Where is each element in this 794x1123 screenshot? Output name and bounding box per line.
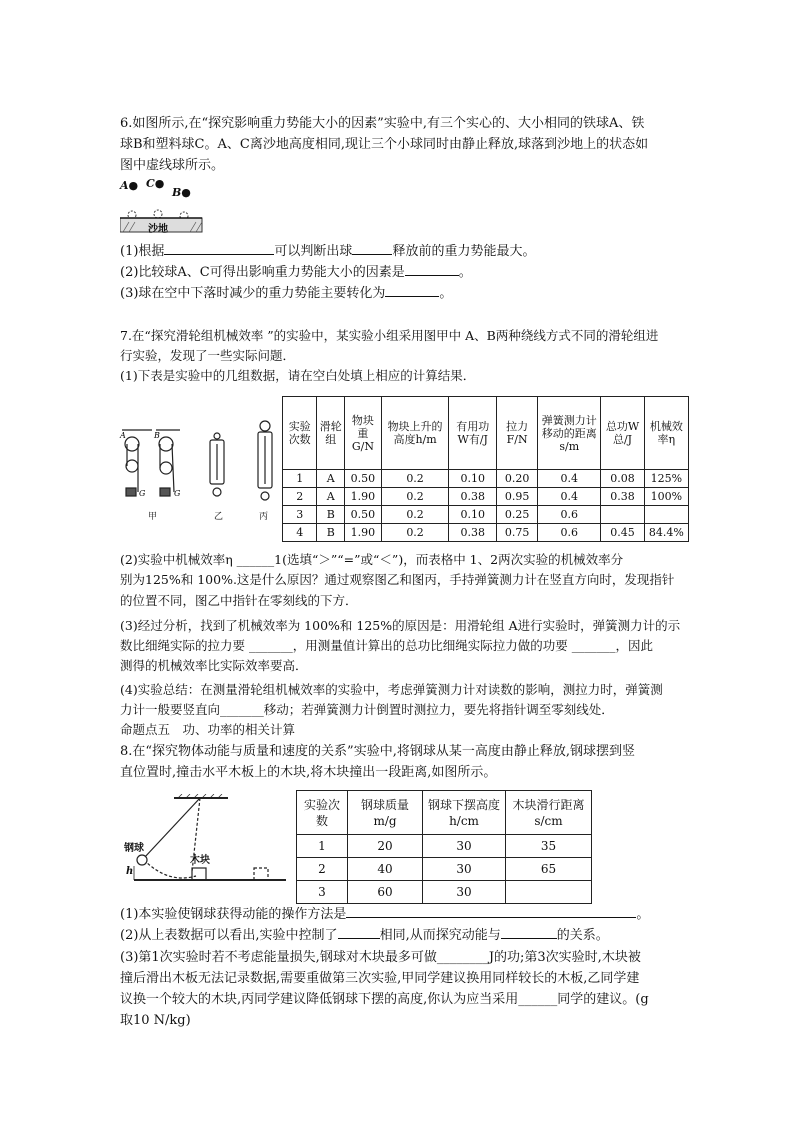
cell: 0.2 [381, 524, 449, 542]
cell: 0.2 [381, 470, 449, 488]
q7-p3-line-3: 测得的机械效率比实际效率要高． [120, 658, 308, 673]
q7-th-useful-work: 有用功W有/J [449, 397, 497, 470]
table-row [297, 881, 592, 904]
q7-th-total-work: 总功W总/J [601, 397, 644, 470]
cell: A [317, 488, 345, 506]
svg-text:G: G [174, 489, 181, 498]
q6-line-3: 图中虚线球所示。 [120, 158, 225, 173]
svg-text:G: G [139, 489, 146, 498]
cell: A [317, 470, 345, 488]
fig-label-yi: 乙 [214, 512, 224, 522]
cell: 84.4% [644, 524, 688, 542]
cell: 0.4 [538, 488, 601, 506]
cell: 65 [506, 858, 592, 881]
q7-line-1: 7.在“探究滑轮组机械效率 ”的实验中，某实验小组采用图甲中 A、B两种绕线方式不同的滑轮组进 [120, 328, 659, 343]
cell: 0.2 [381, 488, 449, 506]
table-row [283, 524, 689, 542]
fig-h-label: h [126, 866, 134, 877]
cell: 2 [283, 488, 317, 506]
q6-sub3-blank[interactable] [385, 284, 439, 297]
q7-p2-line-1: (2)实验中机械效率η ______1(选填“＞”“=”或“＜”)，而表格中 1、2两次实验的机械效率分 [120, 552, 624, 567]
q6-sub1-text-c: 释放前的重力势能最大。 [392, 244, 536, 259]
q8-s3-line-3: 议换一个较大的木块,丙同学建议降低钢球下摆的高度,你认为应当采用______同学的建议。(g [120, 992, 649, 1007]
q8-s3-line-1: (3)第1次实验时若不考虑能量损失,钢球对木块最多可做________J的功;第3次实验时,木块被 [120, 950, 641, 965]
cell: 0.75 [497, 524, 538, 542]
q8-th-trial: 实验次数 [297, 791, 348, 835]
cell: 40 [348, 858, 423, 881]
cell: 4 [283, 524, 317, 542]
q6-sub1 [120, 242, 535, 262]
q7-data-table [282, 396, 689, 542]
q6-sub2-blank[interactable] [405, 263, 459, 276]
q8-line-1: 8.在“探究物体动能与质量和速度的关系”实验中,将钢球从某一高度由静止释放,钢球摆到竖 [120, 744, 635, 759]
cell: B [317, 506, 345, 524]
blank-cell[interactable] [506, 881, 592, 904]
q8-sub1 [120, 905, 649, 925]
q7-th-pulley: 滑轮组 [317, 397, 345, 470]
ball-b-label: B● [172, 186, 191, 199]
cell: 0.38 [449, 524, 497, 542]
q8-sub1-text-a: (1)本实验使钢球获得动能的操作方法是 [120, 907, 347, 922]
cell: 0.45 [601, 524, 644, 542]
cell: 0.50 [345, 470, 382, 488]
cell: 1 [283, 470, 317, 488]
ball-a-label: A● [120, 179, 139, 192]
table-row [297, 858, 592, 881]
fig-ball-label: 钢球 [124, 843, 144, 854]
q6-sub3 [120, 284, 452, 304]
q6-sub2 [120, 263, 472, 283]
q6-line-2: 球B和塑料球C。A、C离沙地高度相同,现让三个小球同时由静止释放,球落到沙地上的状态如 [120, 137, 649, 152]
q8-th-height: 钢球下摆高度h/cm [423, 791, 506, 835]
q6-line-1: 6.如图所示,在“探究影响重力势能大小的因素”实验中,有三个实心的、大小相同的铁球A、铁 [120, 116, 645, 131]
cell: 0.95 [497, 488, 538, 506]
q7-th-force: 拉力F/N [497, 397, 538, 470]
cell: 3 [283, 506, 317, 524]
q8-sub1-text-b: 。 [636, 907, 650, 922]
q6-figure [120, 176, 210, 238]
q6-sub1-text-a: (1)根据 [120, 244, 165, 259]
q6-sub1-blank-2[interactable] [352, 242, 392, 255]
table-row [283, 488, 689, 506]
cell: 0.4 [538, 470, 601, 488]
q7-line-3: (1)下表是实验中的几组数据，请在空白处填上相应的计算结果． [120, 368, 476, 383]
q7-th-efficiency: 机械效率η [644, 397, 688, 470]
q8-line-2: 直位置时,撞击水平木板上的木块,将木块撞出一段距离,如图所示。 [120, 765, 497, 780]
cell: 30 [423, 858, 506, 881]
section-heading: 命题点五 功、功率的相关计算 [120, 722, 296, 737]
cell: 0.6 [538, 524, 601, 542]
q6-sub1-blank-1[interactable] [164, 242, 274, 255]
q7-line-2: 行实验，发现了一些实际问题． [120, 348, 296, 363]
q7-th-trial: 实验次数 [283, 397, 317, 470]
table-row [297, 835, 592, 858]
cell: 2 [297, 858, 348, 881]
cell: 100% [644, 488, 688, 506]
cell: 30 [423, 881, 506, 904]
q8-sub2-blank-1[interactable] [338, 926, 380, 939]
cell: 0.10 [449, 470, 497, 488]
sand-label: 沙地 [148, 224, 168, 235]
cell: 0.10 [449, 506, 497, 524]
q8-th-mass: 钢球质量m/g [348, 791, 423, 835]
q7-p4-line-2: 力计一般要竖直向_______移动；若弹簧测力计倒置时测拉力，要先将指针调至零刻线处． [120, 702, 614, 717]
cell: 0.38 [601, 488, 644, 506]
q6-sub1-text-b: 可以判断出球 [274, 244, 353, 259]
cell: 1.90 [345, 488, 382, 506]
q7-th-distance: 弹簧测力计移动的距离s/m [538, 397, 601, 470]
q8-sub2 [120, 926, 609, 946]
q7-pulley-figure [118, 392, 280, 520]
cell: 0.38 [449, 488, 497, 506]
cell: 20 [348, 835, 423, 858]
cell: 30 [423, 835, 506, 858]
blank-cell[interactable] [644, 506, 688, 524]
q6-sub2-text-a: (2)比较球A、C可得出影响重力势能大小的因素是 [120, 265, 405, 280]
cell: B [317, 524, 345, 542]
q7-p3-line-2: 数比细绳实际的拉力要 _______，用测量值计算出的总功比细绳实际拉力做的功要 _______，因此 [120, 638, 653, 653]
q8-pendulum-figure [120, 794, 288, 886]
cell: 0.50 [345, 506, 382, 524]
q7-p3-line-1: (3)经过分析，找到了机械效率为 100%和 125%的原因是：用滑轮组 A进行实验时，弹簧测力计的示 [120, 618, 681, 633]
q8-sub2-text-c: 的关系。 [556, 928, 609, 943]
q6-sub2-text-b: 。 [458, 265, 472, 280]
cell: 0.2 [381, 506, 449, 524]
blank-cell[interactable] [601, 506, 644, 524]
q7-p2-line-2: 别为125%和 100%.这是什么原因？通过观察图乙和图丙，手持弹簧测力计在竖直方向时，发现指针 [120, 572, 675, 587]
q6-sub3-text-a: (3)球在空中下落时减少的重力势能主要转化为 [120, 286, 386, 301]
q8-s3-line-4: 取10 N/kg) [120, 1013, 191, 1028]
q7-p2-line-3: 的位置不同，图乙中指针在零刻线的下方． [120, 593, 358, 608]
svg-text:B: B [154, 431, 160, 440]
fig-label-bing: 丙 [259, 512, 269, 522]
cell: 1.90 [345, 524, 382, 542]
q7-table-header [283, 397, 689, 470]
svg-text:A: A [120, 431, 126, 440]
q7-th-weight: 物块重G/N [345, 397, 382, 470]
cell: 1 [297, 835, 348, 858]
q8-data-table [296, 790, 592, 904]
cell: 35 [506, 835, 592, 858]
q8-s3-line-2: 撞后滑出木板无法记录数据,需要重做第三次实验,甲同学建议换用同样较长的木板,乙同学建 [120, 971, 640, 986]
ball-c-label: C● [146, 177, 165, 190]
fig-label-jia: 甲 [148, 512, 158, 522]
q8-table-header [297, 791, 592, 835]
table-row [283, 506, 689, 524]
q8-th-distance: 木块滑行距离s/cm [506, 791, 592, 835]
cell: 0.20 [497, 470, 538, 488]
cell: 0.25 [497, 506, 538, 524]
q8-sub2-text-b: 相同,从而探究动能与 [379, 928, 501, 943]
fig-block-label: 木块 [190, 855, 210, 866]
cell: 60 [348, 881, 423, 904]
cell: 125% [644, 470, 688, 488]
cell: 0.6 [538, 506, 601, 524]
cell: 0.08 [601, 470, 644, 488]
q8-sub2-blank-2[interactable] [501, 926, 557, 939]
q7-p4-line-1: (4)实验总结：在测量滑轮组机械效率的实验中，考虑弹簧测力计对读数的影响，测拉力时，弹簧测 [120, 682, 663, 697]
table-row [283, 470, 689, 488]
q7-th-height: 物块上升的高度h/m [381, 397, 449, 470]
q6-sub3-text-b: 。 [439, 286, 453, 301]
cell: 3 [297, 881, 348, 904]
q8-sub1-blank[interactable] [346, 905, 636, 918]
q8-sub2-text-a: (2)从上表数据可以看出,实验中控制了 [120, 928, 338, 943]
